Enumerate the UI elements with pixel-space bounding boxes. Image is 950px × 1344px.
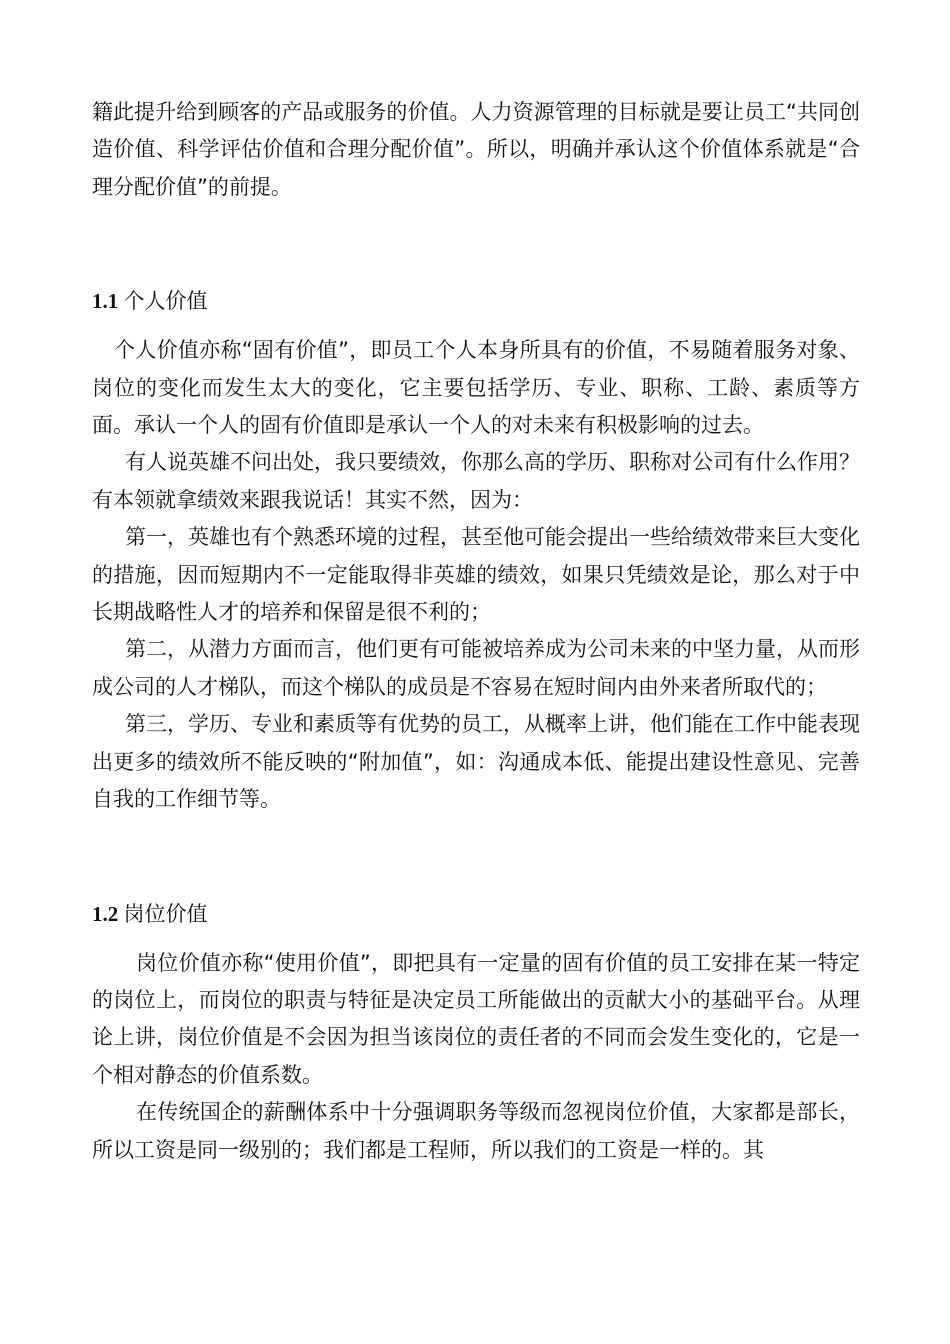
intro-paragraph: 籍此提升给到顾客的产品或服务的价值。人力资源管理的目标就是要让员工“共同创造价值、科学评估价值和合理分配价值”。所以，明确并承认这个价值体系就是“合理分配价值”的前提。	[92, 100, 860, 199]
body-paragraph: 岗位价值亦称“使用价值”，即把具有一定量的固有价值的员工安排在某一特定的岗位上，而岗位的职责与特征是决定员工所能做出的贡献大小的基础平台。从理论上讲，岗位价值是不会因为担当该岗位的责任者的不同而会发生变化的，它是一个相对静态的价值系数。	[92, 950, 860, 1087]
body-paragraph: 个人价值亦称“固有价值”，即员工个人本身所具有的价值，不易随着服务对象、岗位的变化而发生太大的变化，它主要包括学历、专业、职称、工龄、素质等方面。承认一个人的固有价值即是承认一个人的对未来有积极影响的过去。	[92, 338, 860, 438]
body-paragraph: 第二，从潜力方面而言，他们更有可能被培养成为公司未来的中坚力量，从而形成公司的人才梯队，而这个梯队的成员是不容易在短时间内由外来者所取代的；	[92, 637, 860, 699]
spacer	[92, 819, 860, 899]
spacer	[92, 316, 860, 332]
document-page	[92, 94, 860, 1169]
body-paragraph: 有人说英雄不问出处，我只要绩效，你那么高的学历、职称对公司有什么作用？有本领就拿绩效来跟我说话！其实不然，因为：	[92, 450, 860, 512]
section-title: 岗位价值	[123, 901, 208, 926]
section-number: 1.2	[92, 901, 124, 926]
section-number: 1.1	[92, 289, 124, 314]
section-heading-1-2	[92, 899, 860, 929]
body-paragraph: 第一，英雄也有个熟悉环境的过程，甚至他可能会提出一些给绩效带来巨大变化的措施，因而短期内不一定能取得非英雄的绩效，如果只凭绩效是论，那么对于中长期战略性人才的培养和保留是很不利的；	[92, 525, 860, 625]
section-title: 个人价值	[123, 289, 208, 314]
spacer	[92, 206, 860, 286]
section-heading-1-1	[92, 286, 860, 316]
spacer	[92, 929, 860, 945]
body-paragraph: 第三，学历、专业和素质等有优势的员工，从概率上讲，他们能在工作中能表现出更多的绩效所不能反映的“附加值”，如：沟通成本低、能提出建设性意见、完善自我的工作细节等。	[92, 712, 860, 812]
body-paragraph: 在传统国企的薪酬体系中十分强调职务等级而忽视岗位价值，大家都是部长，所以工资是同一级别的；我们都是工程师，所以我们的工资是一样的。其	[92, 1100, 860, 1162]
